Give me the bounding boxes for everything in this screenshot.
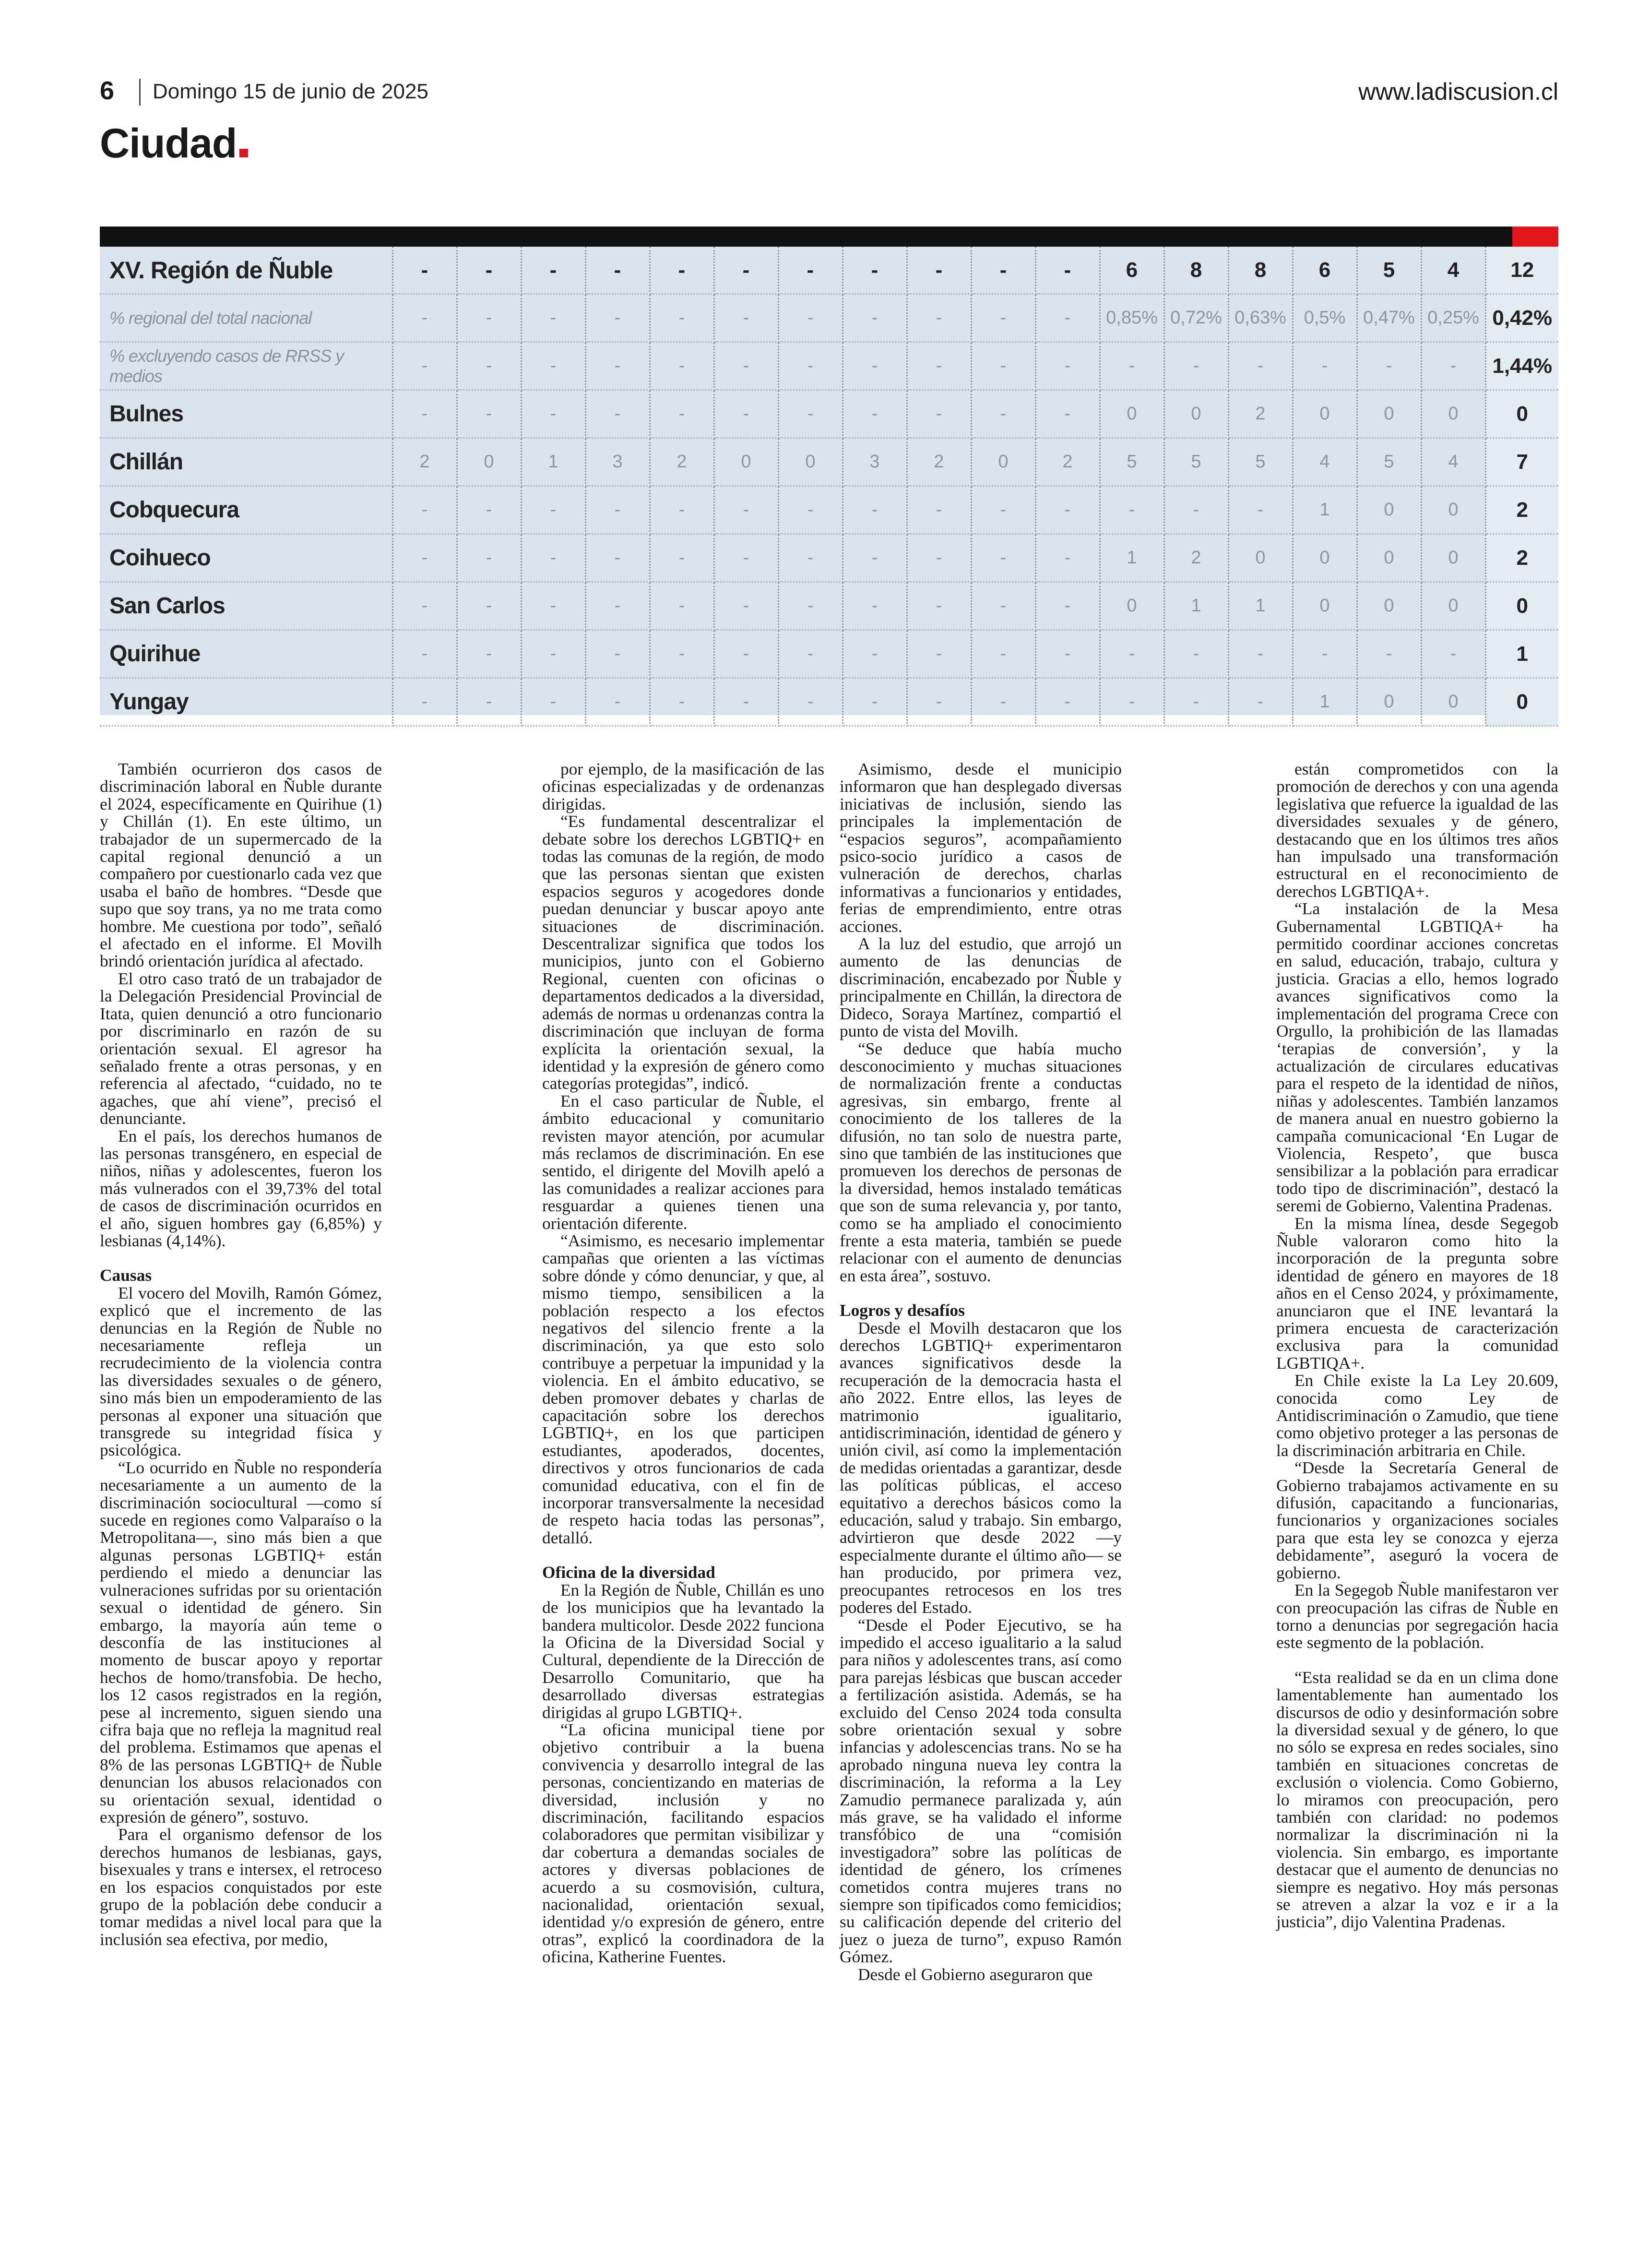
table-cell: - <box>1100 678 1164 726</box>
table-cell: - <box>843 630 907 678</box>
table-cell: 0,5% <box>1293 294 1357 342</box>
table-cell: 0 <box>1421 390 1485 438</box>
table-cell: - <box>1035 486 1100 534</box>
table-cell: - <box>843 534 907 582</box>
table-cell: - <box>457 247 521 294</box>
table-cell: - <box>521 294 585 342</box>
paragraph: El vocero del Movilh, Ramón Gómez, explicó que el incremento de las denuncias en la Región de Ñuble no necesariamente refleja un recrudecimiento de la violencia contra las diversidades sexuales o de género, sino más bien un empoderamiento de las personas al exponer una situación que transgrede su integridad física y psicológica. <box>100 1283 382 1460</box>
table-cell: - <box>1228 486 1293 534</box>
subheading: Causas <box>100 1265 152 1285</box>
paragraph: Asimismo, desde el municipio informaron que han desplegado diversas iniciativas de inclusión, siendo las principales la implementación de “espacios seguros”, acompañamiento psico-socio jurídico a casos de vulneración de derechos, charlas informativas a funcionarios y entidades, ferias de emprendimiento, entre otras acciones. <box>840 759 1122 936</box>
table-cell: 0,47% <box>1357 294 1421 342</box>
table-row <box>100 438 1558 486</box>
table-cell: 2 <box>650 438 714 486</box>
table-cell: 1 <box>1293 678 1357 726</box>
table-cell: 3 <box>843 438 907 486</box>
total-cell: 2 <box>1485 486 1558 534</box>
article-column-2 <box>542 760 824 1966</box>
table-cell: - <box>585 630 650 678</box>
table-cell: - <box>1100 486 1164 534</box>
table-cell: - <box>457 630 521 678</box>
table-cell: - <box>1035 294 1100 342</box>
table-cell: - <box>778 247 843 294</box>
paragraph: “Asimismo, es necesario implementar campañas que orienten a las víctimas sobre dónde y cómo denunciar, y que, al mismo tiempo, sensibilicen a la población respecto a los efectos negativos del silencio frente a la discriminación, ya que esto solo contribuye a perpetuar la impunidad y la violencia. En el ámbito educativo, se deben promover debates y charlas de capacitación sobre los derechos LGBTIQ+, en los que participen estudiantes, apoderados, docentes, directivos y otros funcionarios de cada comunidad educativa, con el fin de incorporar transversalmente la necesidad de respeto hacia todas las personas”, detalló. <box>542 1230 824 1547</box>
table-cell: 0 <box>778 438 843 486</box>
paragraph: Para el organismo defensor de los derechos humanos de lesbianas, gays, bisexuales y trans e intersex, el retroceso en los espacios conquistados por este grupo de la población debe conducir a tomar medidas a nivel local para que la inclusión sea efectiva, por medio, <box>100 1825 382 1949</box>
table-cell: 0 <box>1421 678 1485 726</box>
table-cell: - <box>457 294 521 342</box>
row-label: Yungay <box>100 678 392 726</box>
table-cell: 8 <box>1228 247 1293 294</box>
table-cell: - <box>457 582 521 630</box>
table-cell: - <box>907 390 971 438</box>
table-cell: - <box>714 247 778 294</box>
paragraph: por ejemplo, de la masificación de las oficinas especializadas y de ordenanzas dirigidas. <box>542 759 824 813</box>
table-cell: - <box>521 678 585 726</box>
table-cell: - <box>1164 486 1228 534</box>
table-cell: - <box>907 678 971 726</box>
table-cell: - <box>392 630 457 678</box>
paragraph: En el caso particular de Ñuble, el ámbito educacional y comunitario revisten mayor atención, por acumular más reclamos de discriminación. En ese sentido, el dirigente del Movilh apeló a las comunidades a realizar acciones para resguardar a quienes tienen una orientación diferente. <box>542 1091 824 1233</box>
table-cell: - <box>1100 630 1164 678</box>
table-row <box>100 582 1558 630</box>
table-cell: - <box>521 582 585 630</box>
paragraph: En Chile existe la La Ley 20.609, conocida como Ley de Antidiscriminación o Zamudio, que tiene como objetivo proteger a las personas de la discriminación arbitraria en Chile. <box>1276 1371 1558 1460</box>
table-cell: 0 <box>457 438 521 486</box>
table-cell: - <box>1293 630 1357 678</box>
table-cell: - <box>714 678 778 726</box>
total-cell: 2 <box>1485 534 1558 582</box>
table-cell: - <box>457 678 521 726</box>
table-cell: - <box>1035 534 1100 582</box>
row-label: % excluyendo casos de RRSS y medios <box>100 342 392 390</box>
table-cell: - <box>585 390 650 438</box>
table-row <box>100 486 1558 534</box>
site-url[interactable]: www.ladiscusion.cl <box>1358 78 1558 105</box>
table-cell: 0 <box>1421 582 1485 630</box>
table-cell: 0,85% <box>1100 294 1164 342</box>
table-cell: 5 <box>1228 438 1293 486</box>
table-cell: 0 <box>1228 534 1293 582</box>
table-cell: - <box>392 390 457 438</box>
table-cell: 5 <box>1357 247 1421 294</box>
table-cell: - <box>650 390 714 438</box>
table-cell: - <box>585 294 650 342</box>
paragraph: están comprometidos con la promoción de derechos y con una agenda legislativa que refuerce la igualdad de las diversidades sexuales y de género, destacando que en los últimos tres años han impulsado una transformación estructural en el reconocimiento de derechos LGBTIQA+. <box>1276 759 1558 901</box>
table-cell: - <box>778 582 843 630</box>
paragraph: “La instalación de la Mesa Gubernamental LGBTIQA+ ha permitido coordinar acciones concretas en salud, educación, trabajo, cultura y justicia. Gracias a ello, hemos logrado avances significativos como la implementación del programa Crece con Orgullo, la prohibición de las llamadas ‘terapias de conversión’, y la actualización de circulares educativas para el respeto de la identidad de niños, niñas y adolescentes. También lanzamos de manera anual en nuestro gobierno la campaña comunicacional ‘En Lugar de Violencia, Respeto’, que busca sensibilizar a la población para erradicar todo tipo de discriminación”, destacó la seremi de Gobierno, Valentina Pradenas. <box>1276 899 1558 1216</box>
paragraph: “Desde el Poder Ejecutivo, se ha impedido el acceso igualitario a la salud para niños y adolescentes trans, así como para parejas lésbicas que buscan acceder a fertilización asistida. Además, se ha excluido del Censo 2024 toda consulta sobre orientación sexual y sobre infancias y adolescencias trans. No se ha aprobado ninguna nueva ley contra la discriminación, la reforma a la Ley Zamudio permanece paralizada y, aún más grave, se ha validado el informe transfóbico de una “comisión investigadora” sobre las políticas de identidad de género, los crímenes cometidos contra mujeres trans no siempre son tipificados como femicidios; su calificación depende del criterio del juez o jueza de turno”, expuso Ramón Gómez. <box>840 1615 1122 1967</box>
section-title <box>100 120 248 167</box>
table-cell: - <box>392 486 457 534</box>
table-cell: 8 <box>1164 247 1228 294</box>
table-cell: - <box>778 678 843 726</box>
table-cell: - <box>778 342 843 390</box>
data-table-container <box>100 227 1558 715</box>
table-cell: - <box>778 630 843 678</box>
table-cell: - <box>521 390 585 438</box>
table-cell: 1 <box>1100 534 1164 582</box>
table-cell: - <box>392 247 457 294</box>
article-column-4 <box>1276 760 1558 1931</box>
paragraph: En la Región de Ñuble, Chillán es uno de los municipios que ha levantado la bandera multicolor. Desde 2022 funciona la Oficina de la Diversidad Social y Cultural, dependiente de la Dirección de Desarrollo Comunitario, que ha desarrollado diversas estrategias dirigidas al grupo LGBTIQ+. <box>542 1580 824 1722</box>
total-cell: 7 <box>1485 438 1558 486</box>
table-cell: - <box>650 582 714 630</box>
row-label: Bulnes <box>100 390 392 438</box>
table-cell: - <box>457 534 521 582</box>
table-cell: - <box>521 534 585 582</box>
table-cell: 2 <box>907 438 971 486</box>
row-label: San Carlos <box>100 582 392 630</box>
table-cell: 0 <box>1357 390 1421 438</box>
table-cell: - <box>714 534 778 582</box>
table-cell: - <box>1421 630 1485 678</box>
table-cell: - <box>971 678 1035 726</box>
paragraph: “Lo ocurrido en Ñuble no respondería necesariamente a un aumento de la discriminación sociocultural —como sí sucede en regiones como Valparaíso o la Metropolitana—, sino más bien a que algunas personas LGBTIQ+ están perdiendo el miedo a denunciar las vulneraciones sufridas por su orientación sexual o identidad de género. Sin embargo, la mayoría aún teme o desconfía de las instituciones al momento de buscar apoyo y reportar hechos de homo/transfobia. De hecho, los 12 casos registrados en la región, pese al incremento, siguen siendo una cifra baja que no refleja la magnitud real del problema. Estimamos que apenas el 8% de las personas LGBTIQ+ de Ñuble denuncian los abusos relacionados con su orientación sexual, identidad o expresión de género”, sostuvo. <box>100 1457 382 1826</box>
table-cell: 0 <box>1100 390 1164 438</box>
table-cell: 2 <box>1164 534 1228 582</box>
table-cell: 0 <box>714 438 778 486</box>
paragraph: En el país, los derechos humanos de las personas transgénero, en especial de niños, niñas y adolescentes, fueron los más vulnerados con el 39,73% del total de casos de discriminación ocurridos en el año, siguen hombres gay (6,85%) y lesbianas (4,14%). <box>100 1126 382 1250</box>
table-cell: - <box>778 534 843 582</box>
table-cell: - <box>585 247 650 294</box>
table-cell: 5 <box>1164 438 1228 486</box>
table-cell: - <box>585 486 650 534</box>
table-cell: - <box>843 390 907 438</box>
row-label: Cobquecura <box>100 486 392 534</box>
table-cell: - <box>457 486 521 534</box>
subheading: Logros y desafíos <box>840 1301 965 1320</box>
paragraph: A la luz del estudio, que arrojó un aumento de las denuncias de discriminación, encabezado por Ñuble y principalmente en Chillán, la directora de Dideco, Soraya Martínez, compartió el punto de vista del Movilh. <box>840 934 1122 1041</box>
table-cell: - <box>971 342 1035 390</box>
table-row <box>100 294 1558 342</box>
table-cell: - <box>714 630 778 678</box>
table-cell: - <box>907 582 971 630</box>
table-cell: - <box>778 486 843 534</box>
total-cell: 0 <box>1485 582 1558 630</box>
table-cell: - <box>1035 247 1100 294</box>
table-cell: - <box>778 390 843 438</box>
paragraph: “Se deduce que había mucho desconocimiento y muchas situaciones de normalización frente a conductas agresivas, sin embargo, frente al conocimiento de los talleres de la difusión, no tan solo de nuestra parte, sino que también de las instituciones que promueven los derechos de personas de la diversidad, hemos instalado temáticas que son de suma relevancia y, por tanto, como se ha ampliado el conocimiento frente a esta materia, también se puede relacionar con el aumento de denuncias en esta área”, sostuvo. <box>840 1039 1122 1285</box>
table-row <box>100 390 1558 438</box>
page-number: 6 <box>100 76 115 105</box>
table-cell: 0,63% <box>1228 294 1293 342</box>
table-cell: - <box>971 294 1035 342</box>
table-cell: - <box>971 486 1035 534</box>
table-cell: - <box>714 342 778 390</box>
table-cell: - <box>585 678 650 726</box>
total-cell: 12 <box>1485 247 1558 294</box>
table-cell: - <box>714 390 778 438</box>
table-cell: - <box>971 390 1035 438</box>
table-cell: 1 <box>521 438 585 486</box>
table-cell: - <box>1357 342 1421 390</box>
table-cell: - <box>650 294 714 342</box>
table-cell: - <box>392 534 457 582</box>
paragraph: “La oficina municipal tiene por objetivo contribuir a la buena convivencia y desarrollo integral de las personas, concientizando en materias de diversidad, inclusión y no discriminación, facilitando espacios colaboradores que permitan visibilizar y dar cobertura a demandas sociales de actores y diversas poblaciones de acuerdo a su cosmovisión, cultura, nacionalidad, orientación sexual, identidad y/o expresión de género, entre otras”, explicó la coordinadora de la oficina, Katherine Fuentes. <box>542 1719 824 1967</box>
table-cell: - <box>585 582 650 630</box>
table-cell: 1 <box>1228 582 1293 630</box>
table-cell: 0 <box>1293 582 1357 630</box>
table-cell: 0 <box>1164 390 1228 438</box>
table-row <box>100 678 1558 726</box>
table-cell: - <box>650 247 714 294</box>
table-cell: - <box>778 294 843 342</box>
table-cell: - <box>907 630 971 678</box>
table-cell: - <box>907 342 971 390</box>
table-cell: - <box>907 294 971 342</box>
table-cell: 1 <box>1293 486 1357 534</box>
table-cell: - <box>1100 342 1164 390</box>
table-cell: - <box>1035 390 1100 438</box>
table-cell: - <box>392 582 457 630</box>
page-header <box>100 76 1558 109</box>
table-cell: - <box>521 342 585 390</box>
table-cell: - <box>907 534 971 582</box>
table-cell: - <box>1228 630 1293 678</box>
table-cell: - <box>457 342 521 390</box>
table-cell: 1 <box>1164 582 1228 630</box>
table-cell: - <box>1228 678 1293 726</box>
table-cell: 5 <box>1100 438 1164 486</box>
table-cell: - <box>971 582 1035 630</box>
table-row <box>100 247 1558 294</box>
table-cell: 0 <box>1357 678 1421 726</box>
paragraph: “Esta realidad se da en un clima done lamentablemente han aumentado los discursos de odio y desinformación sobre la diversidad sexual y de género, lo que no sólo se expresa en redes sociales, sino también en situaciones concretas de exclusión o violencia. Como Gobierno, lo miramos con preocupación, pero también con claridad: no podemos normalizar la discriminación ni la violencia. Sin embargo, es importante destacar que el aumento de denuncias no siempre es negativo. Hoy más personas se atreven a alzar la voz e ir a la justicia”, dijo Valentina Pradenas. <box>1276 1667 1558 1932</box>
table-cell: - <box>843 294 907 342</box>
row-label: % regional del total nacional <box>100 294 392 342</box>
table-cell: 2 <box>1228 390 1293 438</box>
table-cell: - <box>650 486 714 534</box>
table-cell: - <box>714 486 778 534</box>
table-cell: - <box>1164 678 1228 726</box>
paragraph: El otro caso trató de un trabajador de la Delegación Presidencial Provincial de Itata, quien denunció a otro funcionario por discriminarlo en razón de su orientación sexual. El agresor ha señalado frente a otras personas, y en referencia al afectado, “cuidado, no te agaches, que ahí viene”, precisó el denunciante. <box>100 968 382 1128</box>
discrimination-cases-table <box>100 247 1558 727</box>
table-cell: 4 <box>1421 247 1485 294</box>
table-cell: - <box>1035 630 1100 678</box>
table-cell: - <box>1035 342 1100 390</box>
header-separator <box>139 79 141 106</box>
table-cell: - <box>521 486 585 534</box>
table-cell: - <box>650 342 714 390</box>
table-cell: 0,25% <box>1421 294 1485 342</box>
table-cell: 2 <box>392 438 457 486</box>
paragraph: En la Segegob Ñuble manifestaron ver con preocupación las cifras de Ñuble en torno a denuncias por segregación hacia este segmento de la población. <box>1276 1580 1558 1652</box>
paragraph: En la misma línea, desde Segegob Ñuble valoraron como hito la incorporación de la pregunta sobre identidad de género en mayores de 18 años en el Censo 2024, y próximamente, anunciaron que el INE levantará la primera encuesta de caracterización exclusiva para la comunidad LGBTIQA+. <box>1276 1213 1558 1373</box>
row-label: Quirihue <box>100 630 392 678</box>
table-cell: - <box>1421 342 1485 390</box>
table-cell: - <box>907 247 971 294</box>
table-cell: - <box>843 486 907 534</box>
table-cell: - <box>843 342 907 390</box>
table-cell: - <box>650 534 714 582</box>
total-cell: 0,42% <box>1485 294 1558 342</box>
table-cell: - <box>585 534 650 582</box>
table-cell: - <box>1164 630 1228 678</box>
total-cell: 1 <box>1485 630 1558 678</box>
table-cell: - <box>714 294 778 342</box>
table-row <box>100 534 1558 582</box>
table-top-bar <box>100 227 1512 247</box>
issue-date: Domingo 15 de junio de 2025 <box>153 80 428 103</box>
table-row <box>100 630 1558 678</box>
table-cell: 5 <box>1357 438 1421 486</box>
table-cell: 0 <box>971 438 1035 486</box>
table-cell: - <box>585 342 650 390</box>
table-top-accent <box>1512 227 1558 247</box>
table-cell: - <box>521 630 585 678</box>
table-cell: 2 <box>1035 438 1100 486</box>
table-cell: - <box>714 582 778 630</box>
table-cell: - <box>392 294 457 342</box>
table-cell: - <box>457 390 521 438</box>
section-dot-icon <box>239 149 248 157</box>
total-cell: 0 <box>1485 390 1558 438</box>
paragraph: “Es fundamental descentralizar el debate sobre los derechos LGBTIQ+ en todas las comunas de la región, de modo que las personas sientan que existen espacios seguros y acogedores donde puedan denunciar y buscar apoyo ante situaciones de discriminación. Descentralizar significa que todos los municipios, junto con el Gobierno Regional, cuenten con oficinas o departamentos dedicados a la diversidad, además de normas u ordenanzas contra la discriminación que incluyan de forma explícita la orientación sexual, la identidad y la expresión de género como categorías protegidas”, indicó. <box>542 812 824 1093</box>
article-column-1 <box>100 760 382 1948</box>
table-cell: - <box>843 678 907 726</box>
total-cell: 1,44% <box>1485 342 1558 390</box>
table-cell: 0,72% <box>1164 294 1228 342</box>
table-cell: 0 <box>1421 534 1485 582</box>
table-cell: 0 <box>1357 486 1421 534</box>
table-cell: - <box>843 247 907 294</box>
table-cell: - <box>650 678 714 726</box>
table-cell: - <box>1164 342 1228 390</box>
article-column-3 <box>840 760 1122 1983</box>
table-cell: 3 <box>585 438 650 486</box>
table-cell: - <box>971 630 1035 678</box>
table-cell: - <box>392 342 457 390</box>
table-cell: 0 <box>1357 534 1421 582</box>
paragraph: “Desde la Secretaría General de Gobierno trabajamos activamente en su difusión, capacitando a funcionarias, funcionarios y organizaciones sociales para que esta ley se conozca y ejerza debidamente”, aseguró la vocera de gobierno. <box>1276 1458 1558 1582</box>
table-cell: - <box>971 247 1035 294</box>
table-cell: - <box>907 486 971 534</box>
paragraph: Desde el Gobierno aseguraron que <box>858 1964 1093 1984</box>
subheading: Oficina de la diversidad <box>542 1563 715 1582</box>
row-label: Chillán <box>100 438 392 486</box>
table-cell: - <box>521 247 585 294</box>
table-row <box>100 342 1558 390</box>
table-cell: - <box>1035 678 1100 726</box>
paragraph: También ocurrieron dos casos de discriminación laboral en Ñuble durante el 2024, específicamente en Quirihue (1) y Chillán (1). En este último, un trabajador de un supermercado de la capital regional denunció a un compañero por cuestionarlo cada vez que usaba el baño de hombres. “Desde que supo que soy trans, ya no me trata como hombre. Me cuestiona por todo”, señaló el afectado en el informe. El Movilh brindó orientación jurídica al afectado. <box>100 759 382 971</box>
table-cell: 0 <box>1421 486 1485 534</box>
row-label: XV. Región de Ñuble <box>100 247 392 294</box>
table-cell: - <box>650 630 714 678</box>
table-cell: - <box>971 534 1035 582</box>
table-cell: - <box>843 582 907 630</box>
table-cell: - <box>1293 342 1357 390</box>
table-cell: 6 <box>1293 247 1357 294</box>
table-cell: 6 <box>1100 247 1164 294</box>
table-cell: - <box>1035 582 1100 630</box>
paragraph: Desde el Movilh destacaron que los derechos LGBTIQ+ experimentaron avances significativos desde la recuperación de la democracia hasta el año 2022. Entre ellos, las leyes de matrimonio igualitario, antidiscriminación, identidad de género y unión civil, así como la implementación de medidas orientadas a garantizar, desde las políticas públicas, el acceso equitativo a derechos básicos como la educación, salud y trabajo. Sin embargo, advirtieron que desde 2022 —y especialmente durante el último año— se han producido, por primera vez, preocupantes retrocesos en los tres poderes del Estado. <box>840 1318 1122 1617</box>
table-cell: 0 <box>1293 390 1357 438</box>
section-title-text: Ciudad <box>100 120 237 167</box>
table-cell: 0 <box>1100 582 1164 630</box>
table-cell: - <box>1228 342 1293 390</box>
table-cell: - <box>392 678 457 726</box>
table-cell: 4 <box>1293 438 1357 486</box>
row-label: Coihueco <box>100 534 392 582</box>
table-cell: - <box>1357 630 1421 678</box>
table-cell: 0 <box>1293 534 1357 582</box>
total-cell: 0 <box>1485 678 1558 726</box>
table-cell: 4 <box>1421 438 1485 486</box>
table-cell: 0 <box>1357 582 1421 630</box>
